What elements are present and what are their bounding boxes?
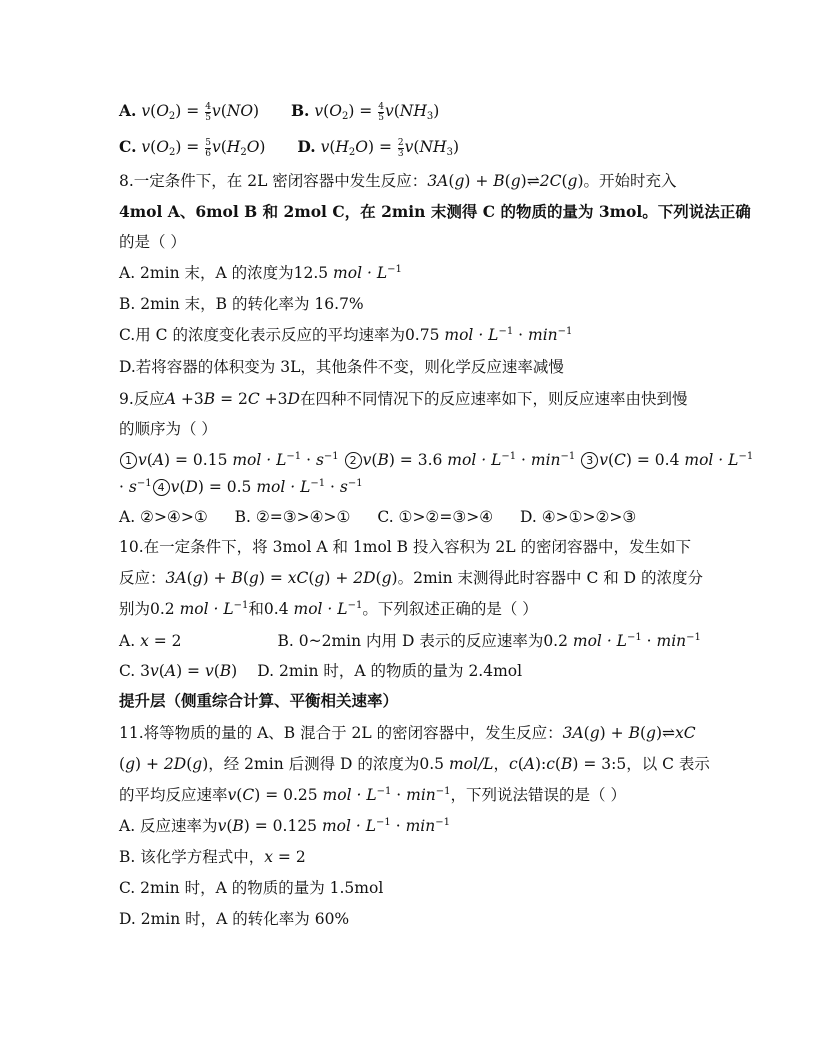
q10-options-row1: A. x = 2 B. 0~2min 内用 D 表示的反应速率为0.2 mol · $L^{-1} \cdot \min^{-1}$ [119, 632, 701, 650]
q10-stem-line3: 别为0.2 mol · $L^{-1}$和0.4 mol · $L^{-1}$。下列叙述正确的是（ ） [119, 600, 538, 618]
q8-option-c: C.用 C 的浓度变化表示反应的平均速率为0.75 mol · $L^{-1} \cdot \min^{-1}$ [119, 326, 573, 344]
q9-conditions-line1: 1 v(A) = 0.15 mol · $L^{-1} \cdot s^{-1}$ 2 v(B) = 3.6 mol · $L^{-1} \cdot \min^{-1} 3$ v(C) = 0.4 mol · $L^{-1}$ [119, 449, 753, 471]
q7-option-c: C. [119, 137, 137, 156]
q8-stem-line1: 8.一定条件下，在 2L 密闭容器中发生反应：3A(g) + B(g)⇌2C(g)。开始时充入 [119, 172, 677, 190]
q11-stem-line1: 11.将等物质的量的 A、B 混合于 2L 的密闭容器中，发生反应：3A(g) + B(g)⇌xC [119, 724, 696, 742]
q10-stem-line1: 10.在一定条件下，将 3mol A 和 1mol B 投入容积为 2L 的密闭容器中，发生如下 [119, 538, 692, 556]
q7-option-b: B. [290, 101, 310, 120]
q8-option-a: A. 2min 末，A 的浓度为12.5 mol · $L^{-1}$ [119, 264, 402, 282]
q8-option-b: B. 2min 末，B 的转化率为 16.7% [119, 295, 364, 313]
q9-stem-line1: 9.反应A +3B = 2C +3D在四种不同情况下的反应速率如下，则反应速率由快到慢 [119, 390, 688, 408]
q11-option-c: C. 2min 时，A 的物质的量为 1.5mol [119, 879, 384, 897]
q11-stem-line2: (g) + 2D(g)，经 2min 后测得 D 的浓度为0.5 mol/L，c(A):c(B) = 3:5，以 C 表示 [119, 755, 710, 773]
q7-option-a: A. [119, 101, 137, 120]
q11-stem-line3: 的平均反应速率v(C) = 0.25 mol · $L^{-1} \cdot \min^{-1}$，下列说法错误的是（ ） [119, 786, 626, 804]
q7-option-d: D. [297, 137, 316, 156]
q8-stem-line3: 的是（ ） [119, 233, 186, 251]
q8-option-d: D.若将容器的体积变为 3L，其他条件不变，则化学反应速率减慢 [119, 358, 564, 376]
q9-options: A. ②>④>① B. ②=③>④>① C. ①>②=③>④ D. ④>①>②>③ [119, 508, 637, 526]
q10-options-row2: C. 3v(A) = v(B) D. 2min 时，A 的物质的量为 2.4mol [119, 662, 523, 680]
q9-stem-line2: 的顺序为（ ） [119, 420, 217, 438]
q11-option-d: D. 2min 时，A 的转化率为 60% [119, 910, 350, 928]
q11-option-a: A. 反应速率为v(B) = 0.125 mol · $L^{-1} \cdot \min^{-1}$ [119, 817, 450, 835]
section-title: 提升层（侧重综合计算、平衡相关速率） [119, 691, 399, 710]
q10-stem-line2: 反应：3A(g) + B(g) = xC(g) + 2D(g)。2min 末测得此时容器中 C 和 D 的浓度分 [119, 569, 704, 587]
q7-options-row1: A. $v(O_2)$ = $\frac{4}{5}$ v(NO) B. $v(O_2)$ = $\frac{4}{5}$ $v(NH_3)$ [119, 101, 440, 123]
q7-options-row2: C. $v(O_2)$ = $\frac{5}{6}$ $v(H_2O)$ D. $v(H_2O)$ = $\frac{2}{3}$ $v(NH_3)$ [119, 137, 459, 159]
q11-option-b: B. 该化学方程式中，x = 2 [119, 848, 306, 866]
q9-conditions-line2: · $s^{-1}$ 4 v(D) = 0.5 mol · $L^{-1} \cdot s^{-1}$ [119, 478, 363, 496]
q8-stem-line2: 4mol A、6mol B 和 2mol C，在 2min 末测得 C 的物质的量为 3mol。下列说法正确 [119, 202, 751, 221]
